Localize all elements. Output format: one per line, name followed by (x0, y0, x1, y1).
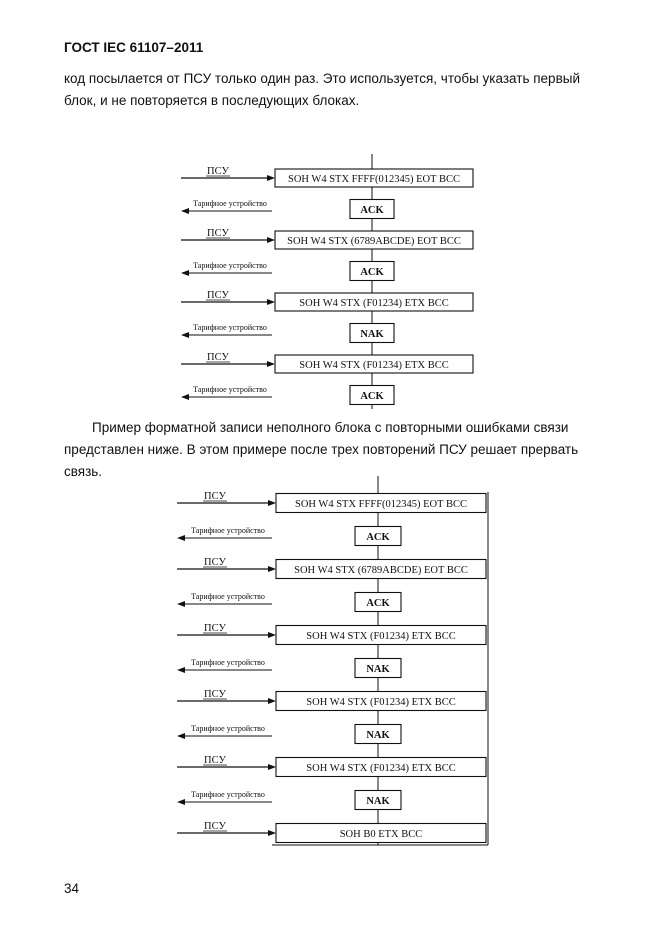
reply-text: NAK (360, 329, 384, 340)
arrow-head-right-icon (268, 830, 276, 836)
arrow-head-left-icon (177, 601, 185, 607)
receiver-label: Тарифное устройство (193, 261, 267, 270)
arrow-head-right-icon (268, 698, 276, 704)
message-text: SOH W4 STX (F01234) ETX BCC (306, 697, 456, 708)
arrow-head-right-icon (268, 764, 276, 770)
reply-text: NAK (366, 664, 390, 675)
sender-label: ПСУ (204, 623, 226, 634)
message-text: SOH W4 STX FFFF(012345) EOT BCC (294, 499, 468, 510)
arrow-head-right-icon (268, 632, 276, 638)
document-header: ГОСТ IEC 61107–2011 (64, 40, 204, 55)
receiver-label: Тарифное устройство (191, 790, 265, 799)
arrow-head-left-icon (177, 667, 185, 673)
message-text: SOH W4 STX (F01234) ETX BCC (299, 298, 449, 309)
reply-text: NAK (366, 730, 390, 741)
reply-text: ACK (366, 598, 390, 609)
sender-label: ПСУ (204, 755, 226, 766)
receiver-label: Тарифное устройство (191, 658, 265, 667)
sender-label: ПСУ (207, 290, 229, 301)
receiver-label: Тарифное устройство (191, 592, 265, 601)
message-text: SOH W4 STX FFFF(012345) EOT BCC (287, 174, 461, 185)
reply-text: ACK (360, 391, 384, 402)
arrow-head-left-icon (177, 799, 185, 805)
receiver-label: Тарифное устройство (193, 199, 267, 208)
sender-label: ПСУ (207, 352, 229, 363)
sender-label: ПСУ (204, 689, 226, 700)
receiver-label: Тарифное устройство (193, 323, 267, 332)
sender-label: ПСУ (207, 166, 229, 177)
reply-text: ACK (366, 532, 390, 543)
intro-paragraph: код посылается от ПСУ только один раз. Это используется, чтобы указать первый блок, и не повторяется в последующих блоках. (64, 71, 580, 108)
reply-text: ACK (360, 267, 384, 278)
arrow-head-left-icon (177, 733, 185, 739)
message-text: SOH W4 STX (6789ABCDE) EOT BCC (287, 236, 461, 247)
message-text: SOH W4 STX (F01234) ETX BCC (306, 631, 456, 642)
sender-label: ПСУ (204, 557, 226, 568)
message-text: SOH B0 ETX BCC (339, 829, 423, 840)
arrow-head-right-icon (268, 566, 276, 572)
message-text: SOH W4 STX (F01234) ETX BCC (306, 763, 456, 774)
message-text: SOH W4 STX (6789ABCDE) EOT BCC (294, 565, 468, 576)
arrow-head-right-icon (268, 500, 276, 506)
sender-label: ПСУ (204, 491, 226, 502)
receiver-label: Тарифное устройство (191, 526, 265, 535)
sender-label: ПСУ (207, 228, 229, 239)
arrow-head-left-icon (177, 535, 185, 541)
reply-text: ACK (360, 205, 384, 216)
page-number: 34 (64, 881, 80, 896)
reply-text: NAK (366, 796, 390, 807)
example-paragraph: Пример форматной записи неполного блока с повторными ошибками связи представлен ниже. В этом примере после трех повторений ПСУ решает прервать связь. (64, 420, 579, 479)
receiver-label: Тарифное устройство (193, 385, 267, 394)
sender-label: ПСУ (204, 821, 226, 832)
message-text: SOH W4 STX (F01234) ETX BCC (299, 360, 449, 371)
receiver-label: Тарифное устройство (191, 724, 265, 733)
